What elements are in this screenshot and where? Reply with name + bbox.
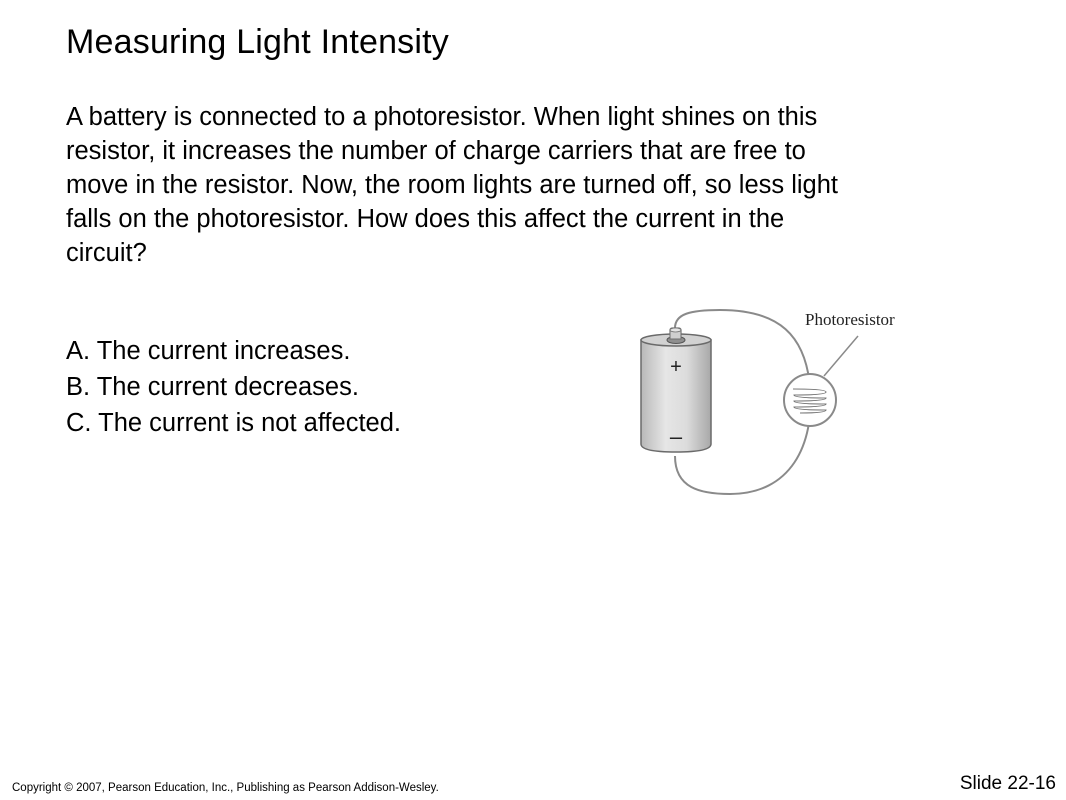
option-c: C. The current is not affected. (66, 409, 401, 437)
question-line: A battery is connected to a photoresistor. When light shines on this (66, 103, 818, 131)
question-line: move in the resistor. Now, the room lights are turned off, so less light (66, 171, 838, 199)
slide-title: Measuring Light Intensity (66, 23, 449, 61)
photoresistor-icon (784, 374, 836, 426)
question-line: circuit? (66, 239, 147, 267)
photoresistor-label: Photoresistor (805, 310, 895, 329)
battery-plus-label: + (670, 356, 682, 378)
question-text (66, 100, 1026, 270)
battery-minus-label: – (669, 424, 683, 449)
question-line: falls on the photoresistor. How does this affect the current in the (66, 205, 785, 233)
slide-number: Slide 22-16 (959, 773, 1056, 794)
option-a: A. The current increases. (66, 337, 351, 365)
label-leader-line (824, 336, 858, 376)
copyright-notice: Copyright © 2007, Pearson Education, Inc., Publishing as Pearson Addison-Wesley. (12, 782, 439, 794)
answer-options (66, 333, 401, 441)
question-line: resistor, it increases the number of charge carriers that are free to (66, 137, 806, 165)
option-b: B. The current decreases. (66, 373, 359, 401)
